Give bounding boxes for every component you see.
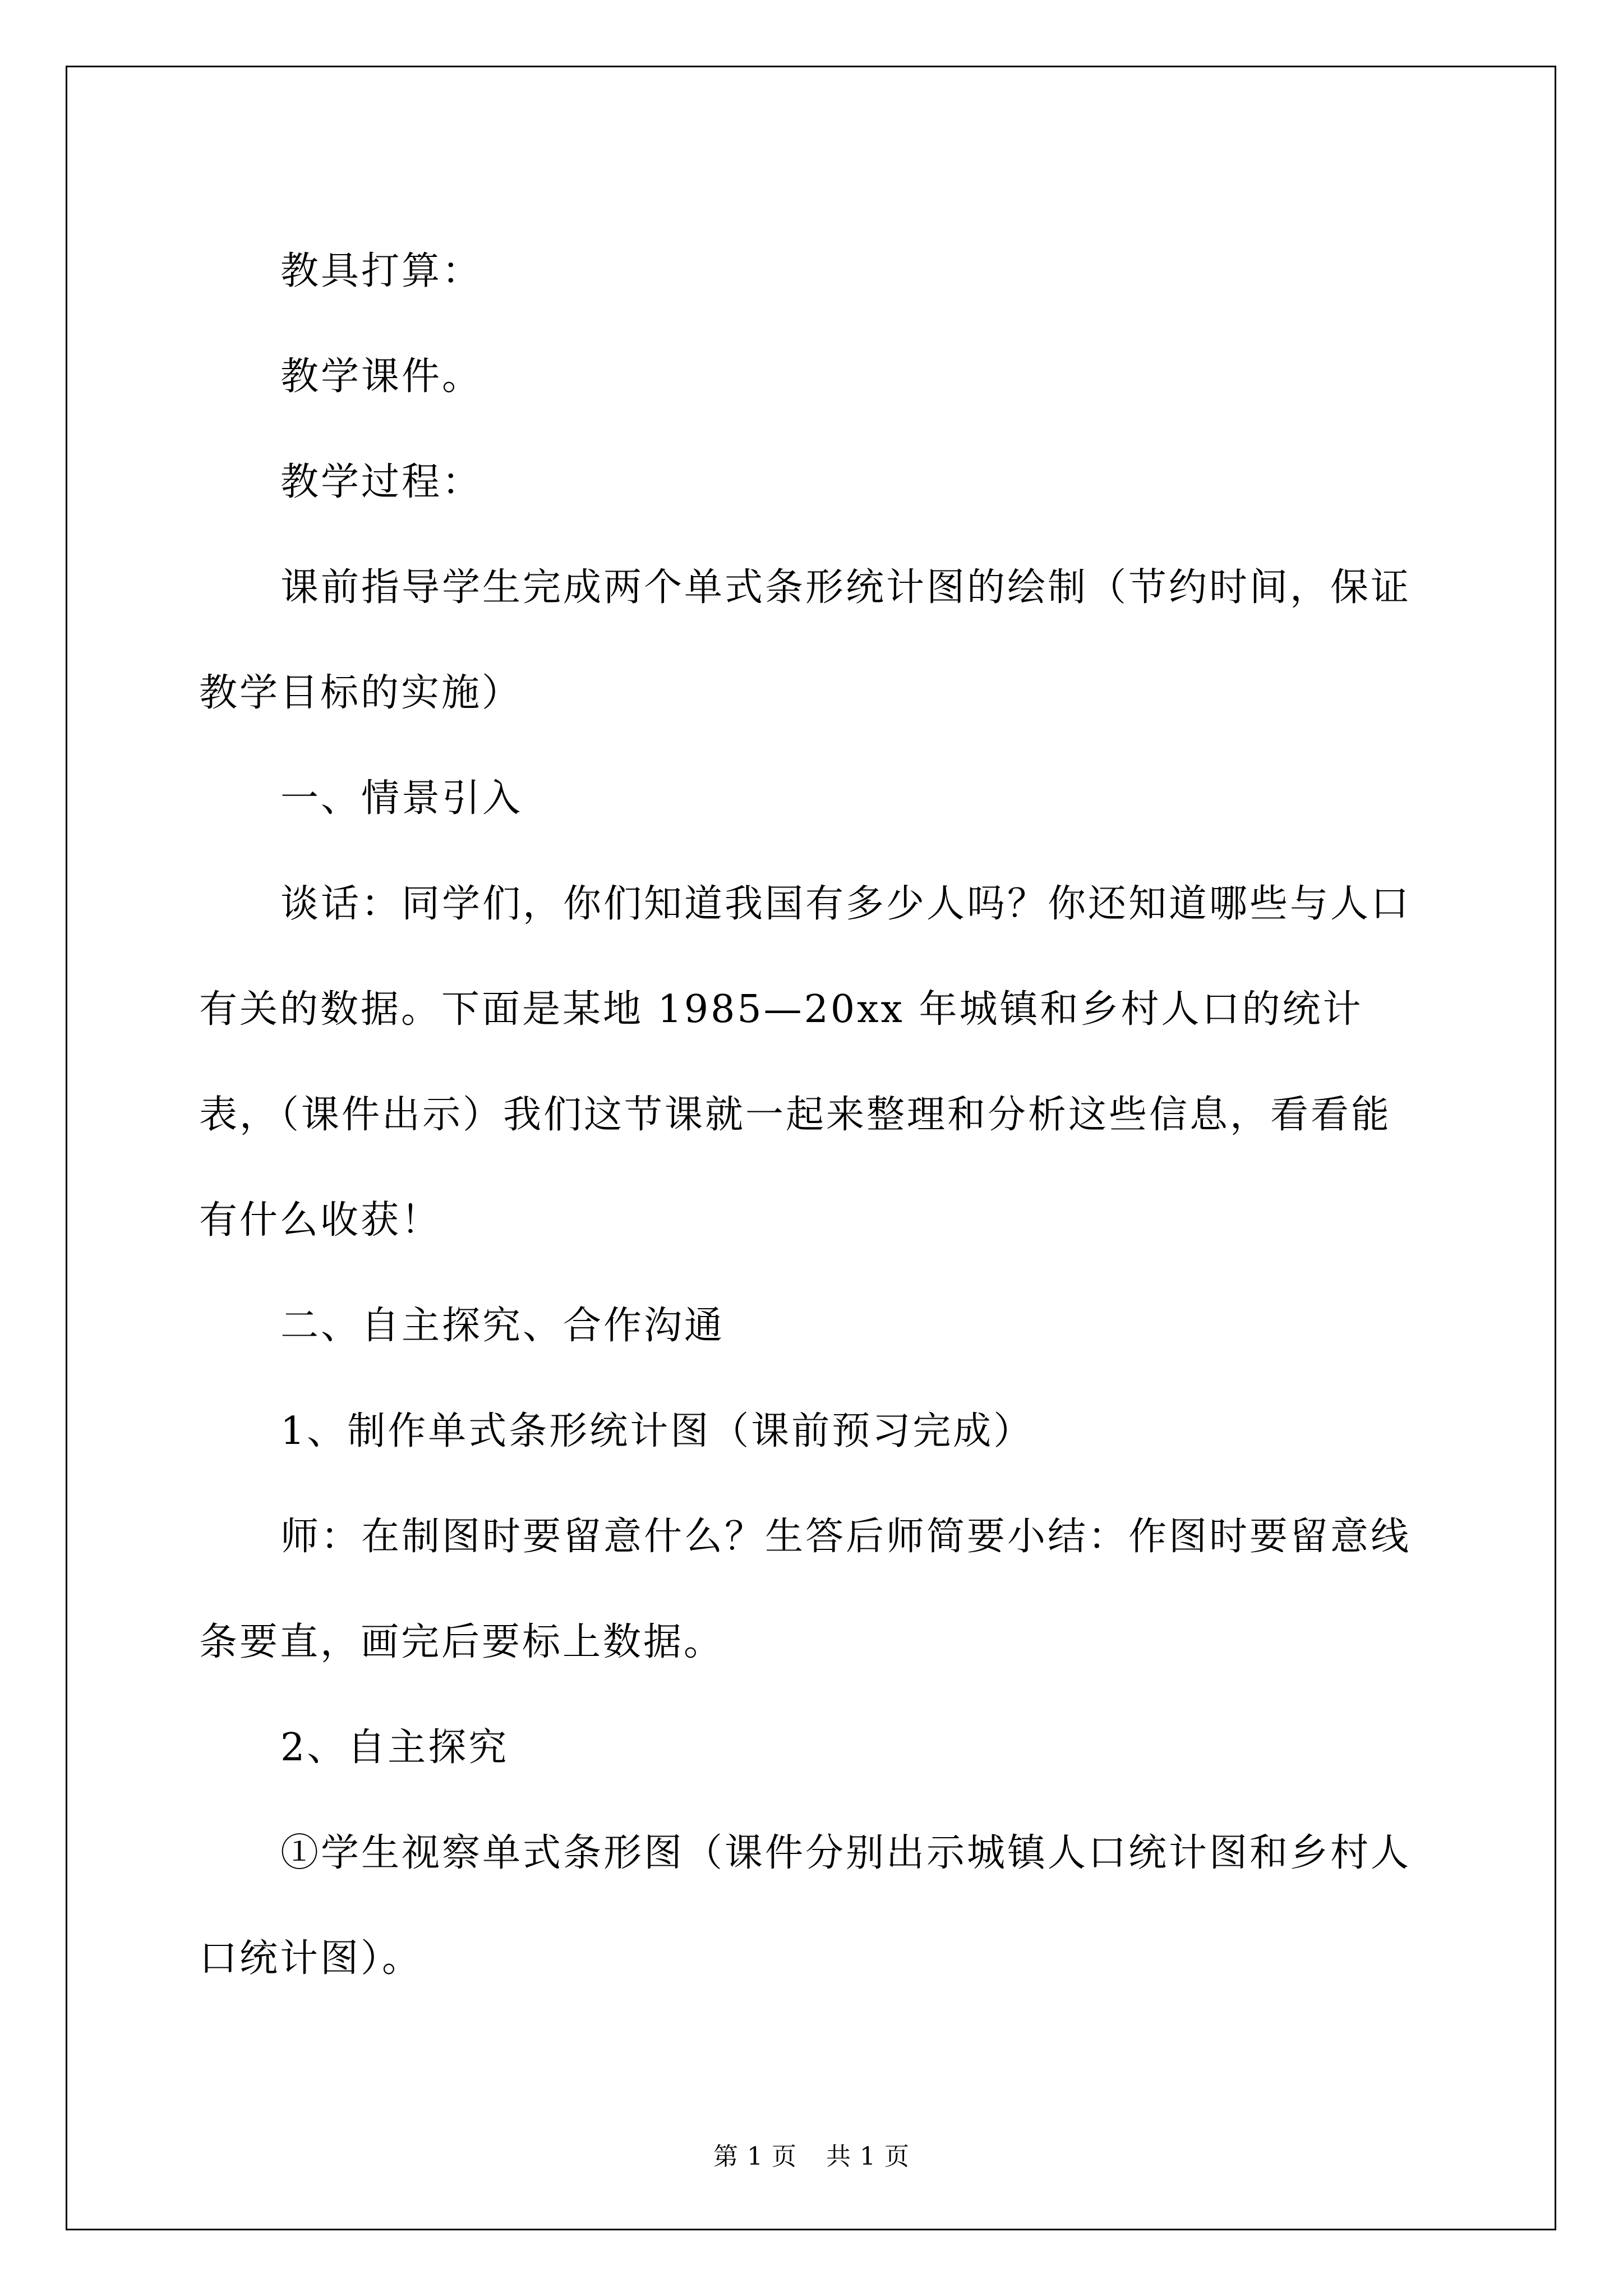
- subheading-self-exploration: 2、自主探究: [280, 1726, 509, 1770]
- paragraph-conversation: 谈话：同学们，你们知道我国有多少人吗？你还知道哪些与人口有关的数据。下面是某地 1985—20xx 年城镇和乡村人口的统计表，（课件出示）我们这节课就一起来整理和分析这些信息，看看能有什么收获！: [199, 882, 1412, 1243]
- paragraph-teaching-aids: 教学课件。: [280, 355, 483, 399]
- section-heading-exploration: 二、自主探究、合作沟通: [280, 1304, 725, 1348]
- subheading-make-chart: 1、制作单式条形统计图（课前预习完成）: [280, 1409, 1034, 1453]
- section-heading-intro: 一、情景引入: [280, 776, 523, 821]
- page-total: 共 1 页: [826, 2142, 910, 2171]
- page-number: 第 1 页: [713, 2142, 797, 2171]
- paragraph-teacher-summary: 师：在制图时要留意什么？生答后师简要小结：作图时要留意线条要直，画完后要标上数据。: [199, 1515, 1412, 1664]
- document-body: [199, 219, 1427, 2012]
- paragraph-observe-charts: ①学生视察单式条形图（课件分别出示城镇人口统计图和乡村人口统计图）。: [199, 1831, 1412, 1981]
- paragraph-preparation: 课前指导学生完成两个单式条形统计图的绘制（节约时间，保证教学目标的实施）: [199, 565, 1412, 715]
- paragraph-process-heading: 教学过程：: [280, 460, 483, 504]
- paragraph-teaching-aids-heading: 教具打算：: [280, 249, 483, 293]
- page-footer: [0, 2136, 1623, 2172]
